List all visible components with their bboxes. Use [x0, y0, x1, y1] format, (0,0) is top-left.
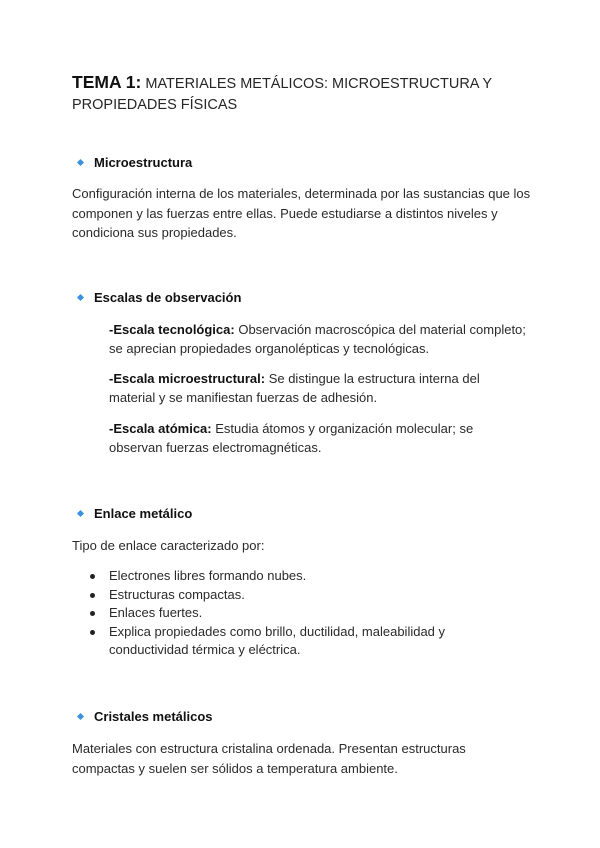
section-heading-enlace [78, 506, 192, 521]
cristales-paragraph: Materiales con estructura cristalina ordenada. Presentan estructuras compactas y suelen ser sólidos a temperatura ambiente. [72, 741, 466, 776]
section-heading-label: Escalas de observación [94, 290, 242, 305]
scale-item-tecnologica [109, 321, 529, 358]
section-heading-escalas [78, 290, 241, 305]
list-item [88, 604, 528, 623]
scale-text: Estudia átomos y organización molecular; se observan fuerzas electromagnéticas. [109, 421, 474, 455]
scale-label: -Escala atómica: [109, 421, 212, 436]
bullet-dot-icon [90, 630, 95, 635]
scale-item-microestructural [109, 370, 529, 407]
bullet-dot-icon [90, 574, 95, 579]
microestructura-paragraph: Configuración interna de los materiales, determinada por las sustancias que los componen y las fuerzas entre ellas. Puede estudiarse a distintos niveles y condiciona sus propiedades. [72, 186, 531, 240]
section-heading-label: Cristales metálicos [94, 709, 213, 724]
list-item [88, 586, 528, 605]
list-item-text: Enlaces fuertes. [109, 605, 203, 620]
bullet-dot-icon [90, 611, 95, 616]
list-item [88, 623, 528, 660]
list-item-text: Explica propiedades como brillo, ductilidad, maleabilidad y conductividad térmica y eléctrica. [109, 623, 446, 657]
scale-item-atomica [109, 420, 529, 457]
section-heading-label: Enlace metálico [94, 506, 193, 521]
scale-label: -Escala microestructural: [109, 371, 266, 386]
scale-label: -Escala tecnológica: [109, 322, 235, 337]
title-topic-number: TEMA 1: [72, 72, 142, 92]
scale-text: Observación macroscópica del material completo; se aprecian propiedades organolépticas y tecnológicas. [109, 322, 526, 356]
list-item-text: Electrones libres formando nubes. [109, 568, 307, 583]
section-heading-cristales [78, 709, 213, 724]
enlace-bullet-list [88, 567, 528, 660]
bullet-dot-icon [90, 593, 95, 598]
list-item [88, 567, 528, 586]
page-title [72, 72, 542, 116]
diamond-bullet-icon [77, 510, 84, 517]
section-heading-label: Microestructura [94, 155, 193, 170]
diamond-bullet-icon [77, 713, 84, 720]
diamond-bullet-icon [77, 294, 84, 301]
title-topic-name: MATERIALES METÁLICOS: MICROESTRUCTURA Y PROPIEDADES FÍSICAS [72, 76, 492, 113]
list-item-text: Estructuras compactas. [109, 586, 245, 602]
diamond-bullet-icon [77, 159, 84, 166]
scale-text: Se distingue la estructura interna del material y se manifiestan fuerzas de adhesión. [109, 371, 480, 405]
section-heading-microestructura [78, 155, 192, 170]
enlace-intro: Tipo de enlace caracterizado por: [72, 538, 265, 553]
